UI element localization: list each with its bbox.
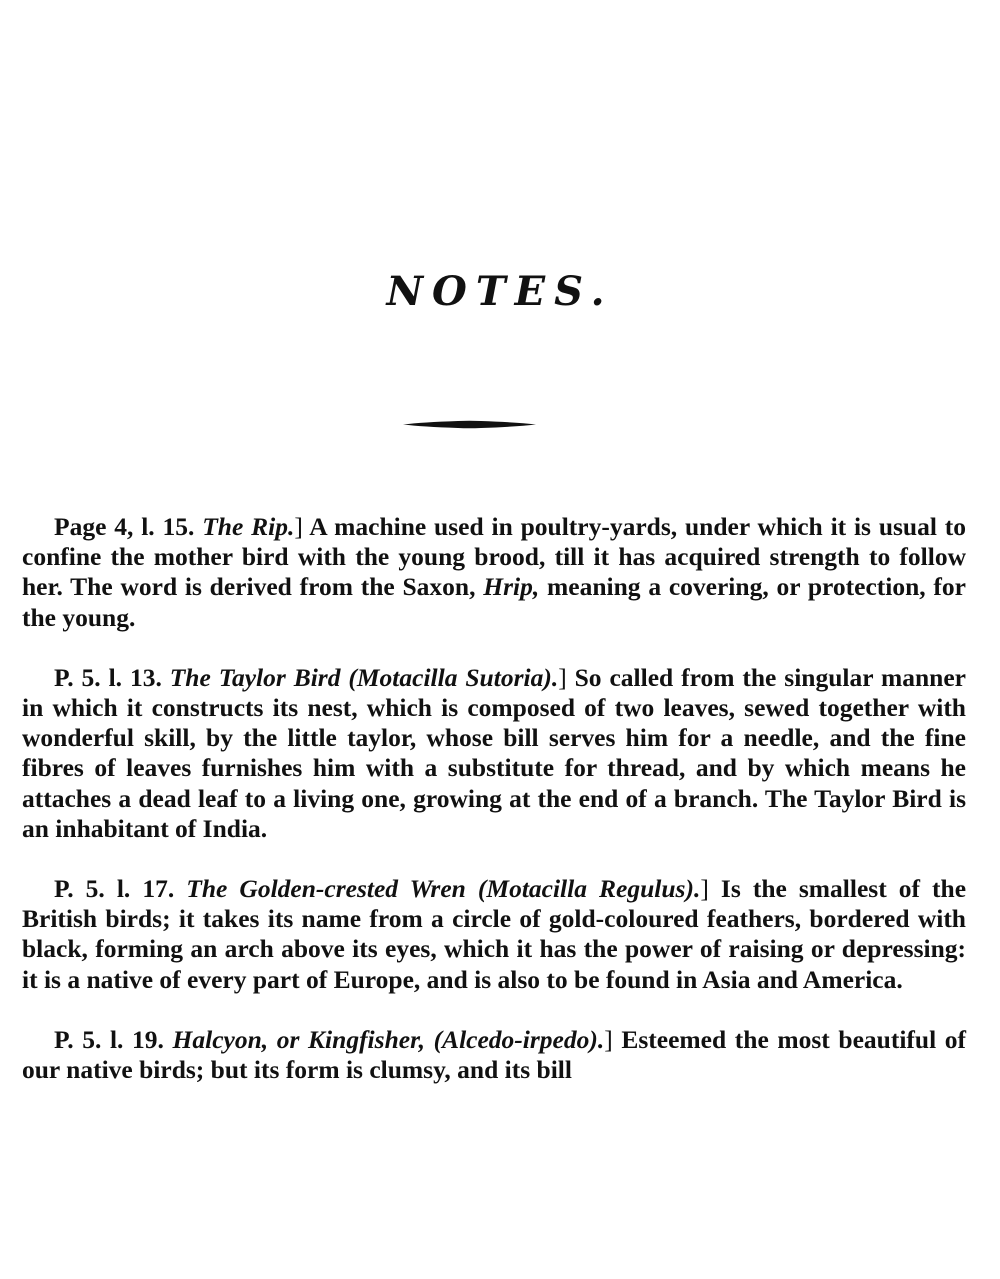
note-term: The Taylor Bird (Motacilla Sutoria). xyxy=(169,662,559,692)
note-text: So called from the singular manner in which it constructs its nest, which is composed of two leaves, sewed together with wonderful skill, by the little taylor, whose bill serves him for a needle, and the fine fibres of leaves furnishes him with a substitute for thread, and by which means he attaches a dead leaf to a living one, growing at the end of a branch. The Taylor Bird is an inhabitant of India. xyxy=(22,662,967,843)
note-text: A machine used in poultry-yards, under which it is usual to confine the mother bird with the young brood, till it has acquired strength to follow her. The word is derived from the Saxon, xyxy=(22,512,967,602)
note-reference: P. 5. l. 19. xyxy=(54,1024,164,1054)
note-bracket: ] xyxy=(604,1024,613,1054)
note-text: Esteemed the most beautiful of our native birds; but its form is clumsy, and its bill xyxy=(22,1024,967,1085)
notes-list xyxy=(22,512,966,1115)
ornamental-rule xyxy=(403,420,536,429)
note-entry xyxy=(22,663,966,844)
note-bracket: ] xyxy=(700,874,709,904)
note-text: Is the smallest of the British birds; it takes its name from a circle of gold-coloured feathers, bordered with black, forming an arch above its eyes, which it has the power of raising or depressing: it is a native of every part of Europe, and is also to be found in Asia and America. xyxy=(22,874,967,994)
note-entry xyxy=(22,874,966,995)
note-text-secondary: meaning a covering, or protection, for the young. xyxy=(22,572,966,632)
note-term: Halcyon, or Kingfisher, (Alcedo-irpedo). xyxy=(172,1024,605,1054)
note-term: The Golden-crested Wren (Motacilla Regulus). xyxy=(186,874,701,904)
page-title: NOTES. xyxy=(386,268,614,315)
note-term: The Rip. xyxy=(202,512,295,541)
note-entry xyxy=(22,512,966,633)
note-term-secondary: Hrip, xyxy=(483,572,540,602)
note-reference: P. 5. l. 17. xyxy=(54,874,175,904)
note-bracket: ] xyxy=(294,512,303,541)
note-bracket: ] xyxy=(558,662,567,692)
note-entry xyxy=(22,1025,966,1085)
note-reference: Page 4, l. 15. xyxy=(54,512,195,541)
note-reference: P. 5. l. 13. xyxy=(54,662,162,692)
